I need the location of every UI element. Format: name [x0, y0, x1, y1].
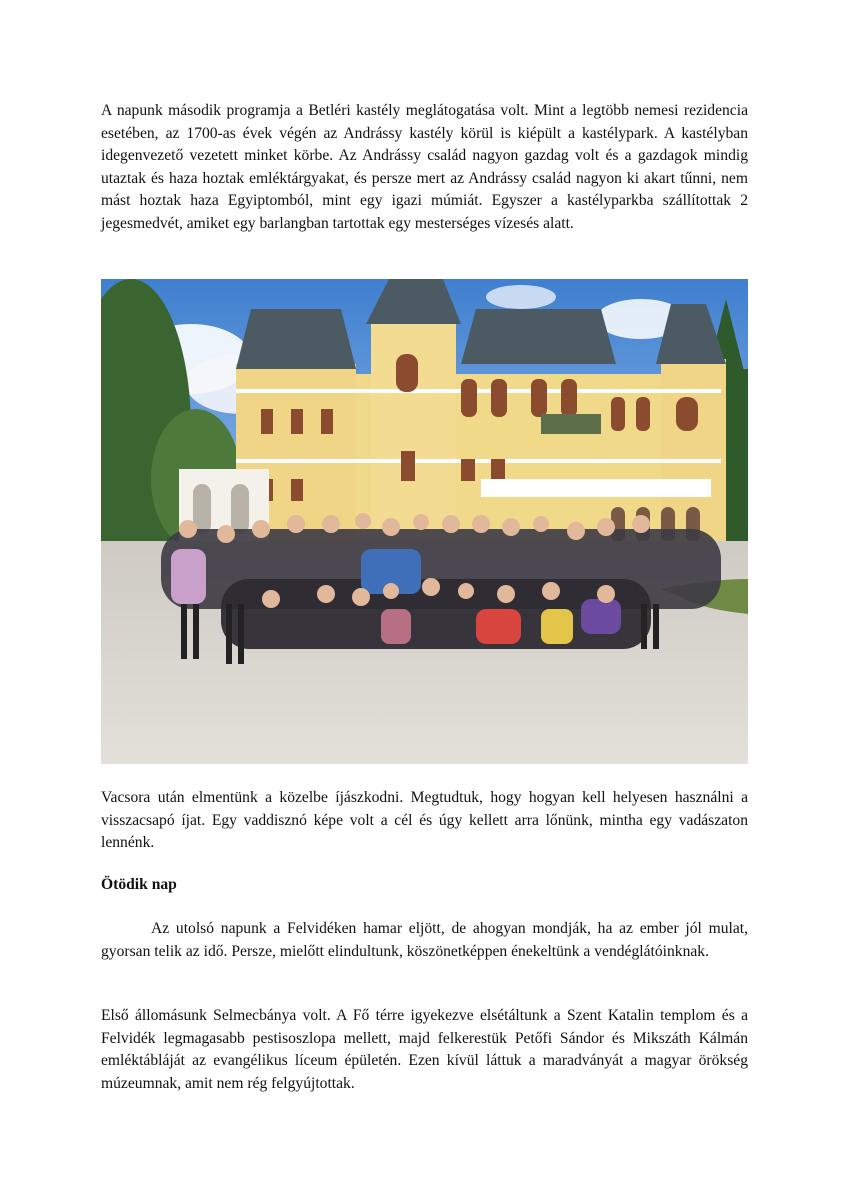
- section-heading-day-five: Ötödik nap: [101, 876, 177, 893]
- group-photo-betler-castle: [101, 279, 748, 764]
- paragraph-last-day: Az utolsó napunk a Felvidéken hamar eljött, de ahogyan mondják, ha az ember jól mulat, gyorsan telik az idő. Persze, mielőtt elindultunk, köszönetképpen énekeltünk a vendéglátóinknak.: [101, 920, 748, 960]
- paragraph-archery: Vacsora után elmentünk a közelbe íjászkodni. Megtudtuk, hogy hogyan kell helyesen használni a visszacsapó íjat. Egy vaddisznó képe volt a cél és úgy kellett arra lőnünk, mintha egy vadászaton lennénk.: [101, 789, 748, 851]
- paragraph-selmecbanya: Első állomásunk Selmecbánya volt. A Fő térre igyekezve elsétáltunk a Szent Katalin templom és a Felvidék legmagasabb pestisoszlopa mellett, majd felkerestük Petőfi Sándor és Mikszáth Kálmán emléktábláját az evangélikus líceum épületén. Ezen kívül láttuk a maradványát a magyar örökség múzeumnak, amit nem rég felgyújtottak.: [101, 1007, 748, 1092]
- paragraph-castle-visit: A napunk második programja a Betléri kastély meglátogatása volt. Mint a legtöbb nemesi rezidencia esetében, az 1700-as évek végén az Andrássy kastély körül is kiépült a kastélypark. A kastélyban idegenvezető vezetett minket körbe. Az Andrássy család nagyon gazdag volt és a gazdagok mindig utaztak és haza hoztak emléktárgyakat, és persze mert az Andrássy család nagyon ki akart tűnni, nem mást hoztak haza Egyiptomból, mint egy igazi múmiát. Egyszer a kastélyparkba szállítottak 2 jegesmedvét, amiket egy barlangban tartottak egy mesterséges vízesés alatt.: [101, 102, 748, 232]
